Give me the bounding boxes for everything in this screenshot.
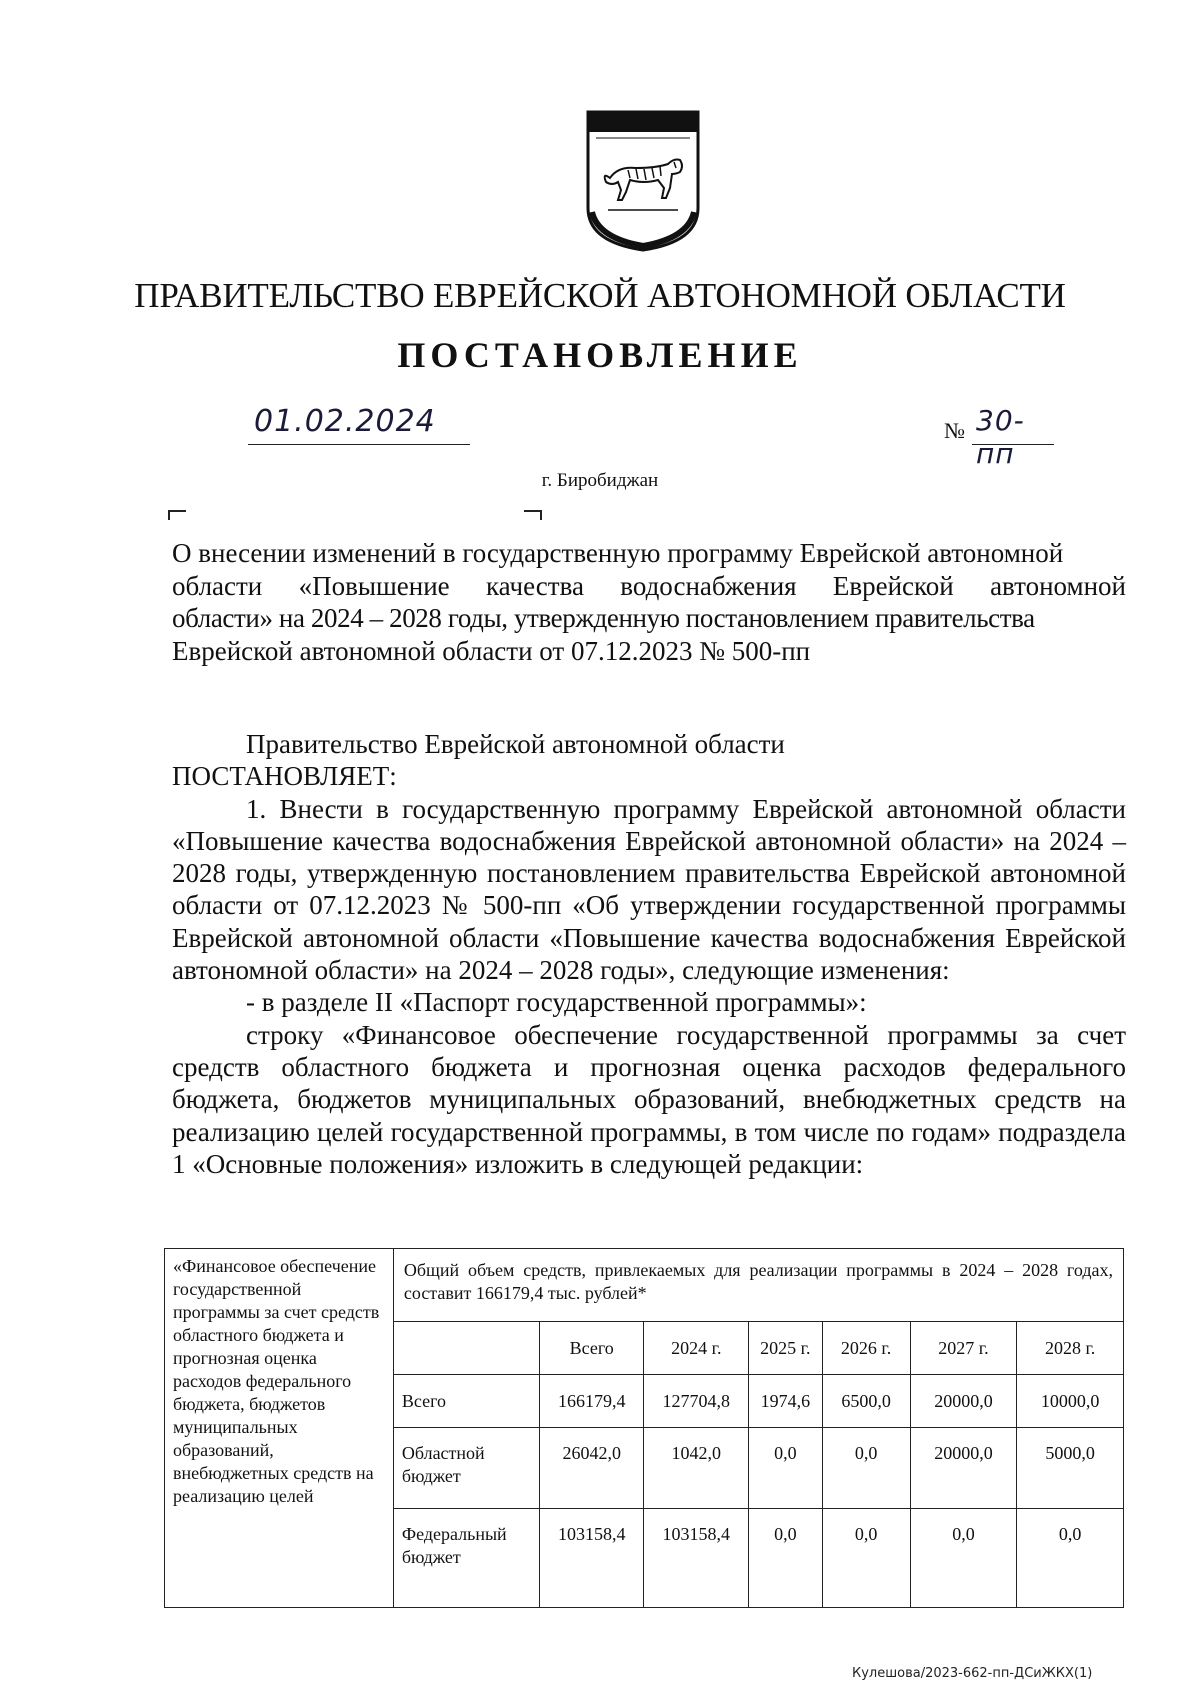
cell-value: 0,0 (822, 1509, 910, 1608)
city: г. Биробиджан (541, 470, 659, 491)
row-label: Всего (393, 1375, 539, 1428)
column-header (393, 1322, 539, 1375)
footer-reference: Кулешова/2023-662-пп-ДСиЖКХ(1) (852, 1666, 1093, 1681)
government-name: ПРАВИТЕЛЬСТВО ЕВРЕЙСКОЙ АВТОНОМНОЙ ОБЛАСТИ (134, 276, 1066, 315)
column-header: 2025 г. (749, 1322, 823, 1375)
cell-value: 0,0 (910, 1509, 1017, 1608)
cell-value: 0,0 (749, 1509, 823, 1608)
column-header: 2028 г. (1017, 1322, 1124, 1375)
document-body (172, 728, 1126, 1180)
cell-value: 0,0 (749, 1428, 823, 1509)
subject-line: области» на 2024 – 2028 годы, утвержденную постановлением правительства (172, 603, 1035, 633)
column-header: 2027 г. (910, 1322, 1017, 1375)
cell-value: 166179,4 (539, 1375, 644, 1428)
table-left-label: «Финансовое обеспечение государственной программы за счет средств областного бюджета и прогнозная оценка расходов федерального бюджета, бюджетов муниципальных образований, внебюджетных средств на реализацию целей (165, 1249, 394, 1608)
section-reference: - в разделе II «Паспорт государственной программы»: (246, 987, 867, 1018)
column-header: 2026 г. (822, 1322, 910, 1375)
subject-line: Еврейской автономной области от 07.12.2023 № 500-пп (172, 635, 811, 666)
cell-value: 20000,0 (910, 1375, 1017, 1428)
number-line (972, 404, 1054, 470)
subject-line: О внесении изменений в государственную программу Еврейской автономной (172, 538, 1064, 568)
handwritten-date: 01.02.2024 (254, 404, 436, 439)
cell-value: 0,0 (822, 1428, 910, 1509)
row-label: Федеральный бюджет (393, 1509, 539, 1608)
cell-value: 0,0 (1017, 1509, 1124, 1608)
preamble: Правительство Еврейской автономной области (246, 729, 785, 759)
coat-of-arms-tiger-icon (584, 108, 702, 254)
number-label: № (944, 418, 965, 443)
resolves-word: ПОСТАНОВЛЯЕТ: (172, 761, 397, 792)
column-header: Всего (539, 1322, 644, 1375)
cell-value: 5000,0 (1017, 1428, 1124, 1509)
cell-value: 103158,4 (644, 1509, 749, 1608)
paragraph-item-1: 1. Внести в государственную программу Еврейской автономной области «Повышение качества водоснабжения Еврейской автономной области» на 2024 – 2028 годы, утвержденную постановлением правительства Еврейской автономной области от 07.12.2023 № 500-пп «Об утверждении государственной программы Еврейской автономной области «Повышение качества водоснабжения Еврейской автономной области» на 2024 – 2028 годы», следующие изменения: (172, 793, 1126, 986)
corner-mark-right (524, 510, 542, 520)
document-type: ПОСТАНОВЛЕНИЕ (397, 335, 803, 375)
cell-value: 127704,8 (644, 1375, 749, 1428)
subject-line: области «Повышение качества водоснабжения Еврейской автономной (172, 570, 1126, 601)
cell-value: 10000,0 (1017, 1375, 1124, 1428)
document-subject (172, 537, 1126, 667)
financing-table (164, 1248, 1124, 1608)
cell-value: 1974,6 (749, 1375, 823, 1428)
cell-value: 103158,4 (539, 1509, 644, 1608)
column-header: 2024 г. (644, 1322, 749, 1375)
handwritten-number: 30-пп (976, 404, 1025, 470)
cell-value: 26042,0 (539, 1428, 644, 1509)
cell-value: 6500,0 (822, 1375, 910, 1428)
cell-value: 1042,0 (644, 1428, 749, 1509)
table-summary: Общий объем средств, привлекаемых для реализации программы в 2024 – 2028 годах, составит 166179,4 тыс. рублей* (393, 1249, 1123, 1322)
date-line (248, 404, 470, 445)
row-label: Областной бюджет (393, 1428, 539, 1509)
corner-mark-left (168, 510, 186, 520)
row-replacement-text: строку «Финансовое обеспечение государственной программы за счет средств областного бюджета и прогнозная оценка расходов федерального бюджета, бюджетов муниципальных образований, внебюджетных средств на реализацию целей государственной программы, в том числе по годам» подраздела 1 «Основные положения» изложить в следующей редакции: (172, 1019, 1126, 1179)
cell-value: 20000,0 (910, 1428, 1017, 1509)
